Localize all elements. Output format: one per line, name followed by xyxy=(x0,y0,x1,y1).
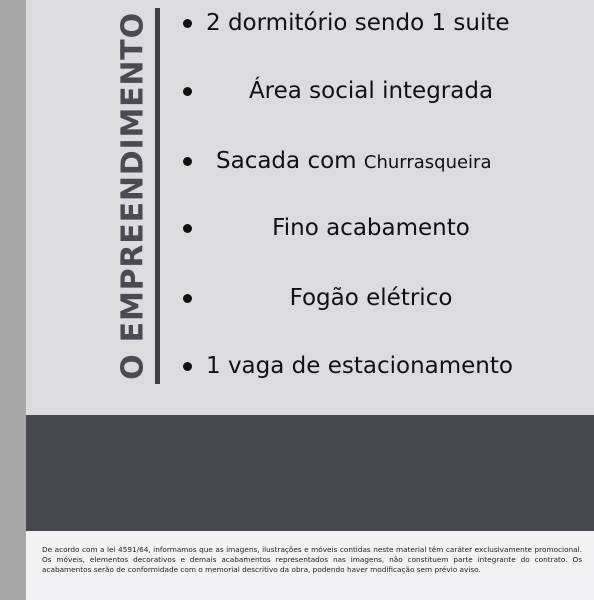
left-edge-stripe xyxy=(0,0,26,600)
legal-disclaimer: De acordo com a lei 4591/64, informamos que as imagens, ilustrações e móveis contidas neste material têm caráter exclusivamente promocional. Os móveis, elementos decorativos e demais acabamentos representados nas imagens, não constituem parte integrante do contrato. Os acabamentos serão de conformidade com o memorial descritivo da obra, podendo haver modificação sem prévio aviso. xyxy=(42,545,582,574)
feature-text: Fino acabamento xyxy=(272,215,470,241)
feature-text xyxy=(216,141,536,181)
bullet-dot-icon xyxy=(183,157,192,166)
section-title-container xyxy=(113,12,153,380)
feature-text: 2 dormitório sendo 1 suite xyxy=(206,10,510,36)
feature-text: Área social integrada xyxy=(248,78,494,104)
bullet-dot-icon xyxy=(183,362,192,371)
feature-text: 1 vaga de estacionamento xyxy=(206,353,513,379)
feature-item-sacada xyxy=(176,141,536,181)
bullet-dot-icon xyxy=(183,19,192,28)
bullet-dot-icon xyxy=(183,294,192,303)
feature-text-main: Sacada com xyxy=(216,148,364,174)
feature-item-acabamento xyxy=(176,208,536,248)
bullet-dot-icon xyxy=(183,87,192,96)
feature-item-area-social xyxy=(176,71,536,111)
feature-text-small: Churrasqueira xyxy=(363,152,492,173)
dark-band xyxy=(26,415,594,531)
feature-item-dormitorios xyxy=(176,3,536,43)
feature-item-vaga xyxy=(176,346,536,386)
section-title: O EMPREENDIMENTO xyxy=(115,12,151,380)
feature-text: Fogão elétrico xyxy=(289,285,453,311)
feature-item-fogao xyxy=(176,278,536,318)
bullet-dot-icon xyxy=(183,224,192,233)
feature-list xyxy=(176,0,536,400)
title-divider-bar xyxy=(155,8,160,384)
